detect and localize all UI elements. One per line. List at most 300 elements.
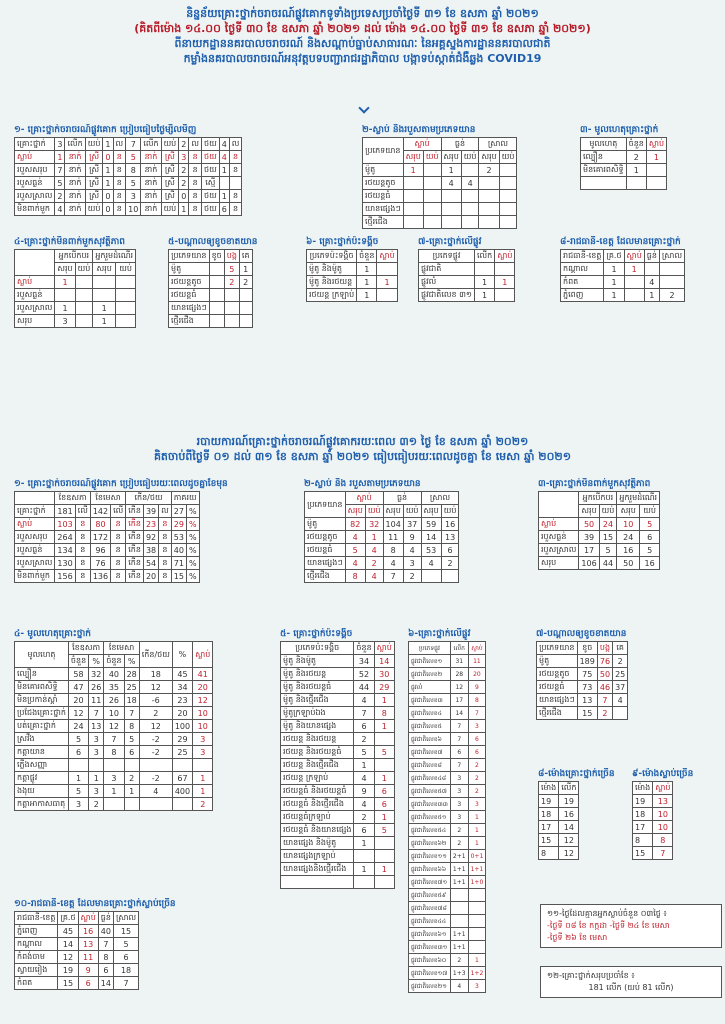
table-cell: 4 (441, 177, 461, 190)
table-cell (75, 302, 93, 315)
table-cell: 4 (365, 570, 383, 583)
table-cell: ល (159, 505, 172, 518)
table-cell (624, 289, 644, 302)
table-cell: 16 (441, 518, 459, 531)
table-cell: 20 (68, 694, 88, 707)
table-cell: កើន (126, 570, 144, 583)
row-label: ផ្លូវជាតិលេខ៥ (409, 720, 451, 733)
table-cell: 47 (68, 681, 88, 694)
table-cell: 7 (113, 977, 138, 990)
table-cell (423, 203, 441, 216)
table-cell (423, 216, 441, 229)
col-subheader: សរុប (479, 151, 499, 164)
row-label: 8 (539, 847, 559, 860)
table-cell: 1 (626, 164, 646, 177)
table-cell: 4 (644, 276, 659, 289)
table-cell (468, 941, 486, 954)
col-header: ខូច (209, 250, 224, 263)
col-header: គ្រ.ថ (58, 912, 78, 925)
table-cell: 2 (659, 289, 684, 302)
monthly-no-helmet-table (538, 491, 660, 570)
col-header: អ្នកបើកបរ (55, 250, 93, 263)
col-subheader: យប់ (599, 505, 617, 518)
table-row (537, 668, 628, 681)
table-cell (374, 837, 394, 850)
table-row (409, 850, 486, 863)
table-row (581, 177, 667, 190)
table-cell (479, 203, 499, 216)
table-row (419, 289, 515, 302)
table-row (561, 289, 685, 302)
table-cell: 20 (468, 668, 486, 681)
table-cell: 18 (139, 668, 172, 681)
header-line-4: កម្លាំងនគរបាលចរាចរណ៍អនុវត្តបទបញ្ជារាជរដ្ឋាភិបាល បង្កាទប់ស្កាត់ជំងឺឆ្លង COVID19 (183, 52, 542, 65)
col-subheader: សរុប (579, 505, 599, 518)
table-row (281, 772, 395, 785)
table-cell: 10 (617, 518, 640, 531)
table-cell: 16 (78, 925, 98, 938)
table-cell: 6 (124, 746, 139, 759)
row-label: របួសស្រាល (15, 557, 55, 570)
col-header: ប្រភេទផ្លូវ (409, 642, 451, 655)
daily-no-helmet-table (14, 249, 136, 328)
table-cell: ន (111, 544, 126, 557)
section-monthly-collisions (280, 628, 395, 889)
table-cell: 24 (68, 720, 88, 733)
table-cell: ស្រី (161, 190, 179, 203)
section-title: ៧-បណ្តាលឲ្យខូចខាតយាន (536, 629, 627, 639)
table-cell (626, 177, 646, 190)
table-row (15, 785, 213, 798)
table-cell (374, 850, 394, 863)
table-row (15, 505, 200, 518)
table-cell: 3 (193, 746, 213, 759)
col-subheader: យប់ (423, 151, 441, 164)
table-row (409, 681, 486, 694)
table-cell: 23 (143, 518, 158, 531)
header-line-3: ពីនាយកដ្ឋាននគរបាលចរាចរណ៍ និងសណ្តាប់ធ្នាប់សាធារណៈ នៃអគ្គស្នងការដ្ឋាននគរបាលជាតិ (174, 37, 551, 50)
table-cell (89, 759, 104, 772)
table-cell: 71 (171, 557, 186, 570)
table-cell: 5 (354, 746, 374, 759)
table-row (633, 821, 673, 834)
table-cell: 0 (103, 190, 113, 203)
table-cell (209, 315, 224, 328)
row-label: ម៉ូតូ និងរថយន្តធំ (281, 681, 354, 694)
table-cell: 11 (468, 655, 486, 668)
col-header: ធ្ងន់ (644, 250, 659, 263)
table-cell: 5 (224, 263, 239, 276)
table-cell: 6 (468, 733, 486, 746)
table-cell: នាក់ (141, 203, 161, 216)
table-cell: 1 (219, 164, 229, 177)
table-cell: 2 (354, 811, 374, 824)
col-header: % (172, 642, 192, 668)
table-row (537, 707, 628, 720)
table-row (539, 557, 660, 570)
table-row (539, 808, 579, 821)
row-label: ម៉ូតូ (363, 164, 404, 177)
table-cell: 28 (450, 668, 468, 681)
table-cell: ន (111, 518, 126, 531)
table-cell: 2 (193, 798, 213, 811)
table-row (281, 707, 395, 720)
table-cell: 1 (365, 531, 383, 544)
table-cell: 4 (450, 980, 468, 993)
table-cell: ថយ (201, 151, 219, 164)
col-subheader: សរុប (441, 151, 461, 164)
row-label: ស្លាប់ (539, 518, 579, 531)
section-daily-accidents (14, 124, 242, 216)
table-cell: 1 (354, 759, 374, 772)
row-label: កំពត (561, 276, 604, 289)
table-cell: ស្រី (85, 190, 103, 203)
table-row (419, 276, 515, 289)
row-label: ងងុយ (15, 785, 69, 798)
table-row (409, 720, 486, 733)
col-header: កើន/ថយ (139, 642, 172, 668)
table-cell: ន (159, 518, 172, 531)
table-cell: 1 (193, 785, 213, 798)
peak-death-hours-table (632, 781, 673, 860)
table-row (409, 759, 486, 772)
monthly-total-note (540, 966, 722, 998)
table-cell: 3 (403, 557, 421, 570)
table-cell: ន (113, 203, 126, 216)
table-cell: 67 (172, 772, 192, 785)
section-title: ៤- មូលហេតុគ្រោះថ្នាក់ (14, 629, 92, 639)
table-cell (209, 302, 224, 315)
table-cell: 16 (559, 808, 579, 821)
col-subheader: សរុប (617, 505, 640, 518)
table-row (15, 531, 200, 544)
table-cell (468, 902, 486, 915)
table-cell (499, 177, 517, 190)
row-label: រថយន្តធំ (305, 544, 346, 557)
table-cell: 2 (179, 164, 189, 177)
table-cell: 10 (104, 707, 124, 720)
row-label: ស្រវឹង (15, 733, 69, 746)
table-row (15, 190, 242, 203)
header-divider-icon (358, 102, 369, 113)
table-cell: -6 (139, 694, 172, 707)
row-label: រថយន្តតូច (537, 668, 578, 681)
table-cell: 3 (68, 798, 88, 811)
row-label: ផ្លូវជាតិលេខ៦៦ (409, 863, 451, 876)
table-cell: ថយ (201, 190, 219, 203)
table-row (419, 263, 515, 276)
table-cell (441, 216, 461, 229)
table-cell: 8 (345, 570, 365, 583)
table-cell (479, 190, 499, 203)
table-cell: 7 (383, 570, 403, 583)
table-cell: 20 (172, 707, 192, 720)
table-row (307, 289, 398, 302)
table-row (169, 315, 253, 328)
table-cell: 2 (179, 138, 189, 151)
table-cell: ល (113, 138, 126, 151)
col-header: ស្លាប់ (374, 642, 394, 655)
table-cell: 24 (617, 531, 640, 544)
col-header: មូលហេតុ (15, 642, 69, 668)
table-cell: 0 (103, 151, 113, 164)
table-cell: 14 (450, 707, 468, 720)
col-header: ស្លាប់ (653, 782, 673, 795)
table-row (15, 315, 136, 328)
table-cell: 12 (559, 834, 579, 847)
table-cell (116, 302, 136, 315)
col-header: គេ (239, 250, 252, 263)
table-cell: 8 (104, 746, 124, 759)
table-cell: 1 (93, 315, 116, 328)
monthly-collisions-table (280, 641, 395, 889)
col-subheader: យប់ (461, 151, 479, 164)
row-label: 17 (539, 821, 559, 834)
table-cell: 26 (89, 681, 104, 694)
col-header: លើក (559, 782, 579, 795)
table-cell: 26 (104, 694, 124, 707)
monthly-comparison-table (14, 491, 200, 583)
table-row (15, 681, 213, 694)
table-cell: 9 (78, 964, 98, 977)
table-cell: 1 (495, 276, 515, 289)
table-row (305, 557, 459, 570)
table-cell (139, 798, 172, 811)
table-cell: 1 (357, 276, 377, 289)
table-row (581, 164, 667, 177)
table-cell: 3 (450, 785, 468, 798)
table-cell: នាក់ (141, 164, 161, 177)
table-cell (450, 915, 468, 928)
table-cell: 1+1 (450, 876, 468, 889)
table-cell: 5 (599, 544, 617, 557)
table-cell: 3 (468, 980, 486, 993)
table-cell: 1 (646, 151, 666, 164)
table-cell (139, 759, 172, 772)
table-cell: 25 (613, 668, 628, 681)
table-cell: ន (75, 518, 90, 531)
row-label (281, 876, 354, 889)
table-cell: 73 (577, 681, 597, 694)
table-cell: 2 (597, 707, 612, 720)
table-cell: 41 (193, 668, 213, 681)
table-cell: 7 (450, 733, 468, 746)
col-header: ស្លាប់ (377, 250, 397, 263)
table-cell: លើ (75, 505, 90, 518)
table-cell: 2 (468, 772, 486, 785)
table-cell: 10 (653, 808, 673, 821)
section-daily-causes (580, 124, 667, 190)
row-label: 18 (539, 808, 559, 821)
table-cell (479, 177, 499, 190)
section-title: ១- គ្រោះថ្នាក់ចរាចរណ៍ផ្លូវគោក ប្រៀបធៀបថ្ងៃម្សិលមិញ (14, 125, 197, 135)
table-cell: 23 (172, 694, 192, 707)
table-cell: 8 (124, 720, 139, 733)
table-cell: 2+1 (450, 850, 468, 863)
col-header: ស្រាល (421, 492, 459, 505)
section-title: ២-ស្លាប់ និង របួសតាមប្រភេទយាន (304, 479, 421, 489)
table-row (281, 655, 395, 668)
table-row (539, 531, 660, 544)
row-label: រថយន្ត ក្រឡាប់ (281, 772, 354, 785)
table-row (409, 694, 486, 707)
table-cell: 14 (374, 655, 394, 668)
table-cell: % (187, 505, 200, 518)
table-row (537, 681, 628, 694)
col-header: ខូច (577, 642, 597, 655)
daily-causes-table (580, 137, 667, 190)
table-cell: 17 (450, 694, 468, 707)
no-death-days-title: ១១-ថ្ងៃដែលគ្មានអ្នកស្លាប់ចំនួន ០៣ថ្ងៃ ៖ (547, 909, 667, 918)
row-label: ផ្លូវជាតិលេខ៧៨ (409, 902, 451, 915)
monthly-header (0, 434, 725, 464)
table-cell: 1 (474, 289, 494, 302)
col-subheader: ចំនួន (104, 655, 124, 668)
table-cell (423, 164, 441, 177)
table-cell: 1 (103, 164, 113, 177)
table-row (409, 746, 486, 759)
table-row (169, 302, 253, 315)
table-cell (239, 315, 252, 328)
table-cell: 3 (89, 746, 104, 759)
row-label: ផ្លូវជាតិលេខ៣ (409, 694, 451, 707)
section-title: ៧-គ្រោះថ្នាក់លើផ្លូវ (418, 237, 482, 247)
table-cell: 6 (374, 785, 394, 798)
table-cell (377, 263, 397, 276)
table-row (281, 746, 395, 759)
table-cell: 8 (126, 164, 141, 177)
table-cell: 6 (374, 798, 394, 811)
daily-roads-table (418, 249, 515, 302)
table-cell (441, 203, 461, 216)
table-row (15, 938, 139, 951)
table-cell: 29 (171, 518, 186, 531)
table-cell: 1 (103, 138, 113, 151)
table-cell: ស្រី (161, 151, 179, 164)
row-label: កត្តាអាកាសធាតុ (15, 798, 69, 811)
table-row (281, 850, 395, 863)
section-title: ៣- មូលហេតុគ្រោះថ្នាក់ (580, 125, 659, 135)
row-label: របួសសរុប (15, 531, 55, 544)
table-cell (75, 315, 93, 328)
table-cell (219, 177, 229, 190)
table-cell: 10 (193, 707, 213, 720)
col-subheader: យប់ (403, 505, 421, 518)
table-cell: នាក់ (141, 177, 161, 190)
table-cell: 1 (89, 772, 104, 785)
col-header: ភាគរយ (171, 492, 199, 505)
table-cell: យប់ (85, 203, 103, 216)
table-cell: 4 (354, 694, 374, 707)
col-header: ស្លាប់ (345, 492, 383, 505)
table-cell (461, 164, 479, 177)
no-death-days-note (540, 904, 722, 948)
table-cell: 14 (58, 938, 78, 951)
table-cell: 0 (179, 190, 189, 203)
table-cell: 82 (345, 518, 365, 531)
row-label: បត់គ្រោះថ្នាក់ (15, 720, 69, 733)
table-cell: 3 (468, 720, 486, 733)
row-label: រថយន្តតូច (169, 276, 210, 289)
table-cell: 6 (468, 746, 486, 759)
table-row (307, 276, 398, 289)
table-cell: 40 (171, 544, 186, 557)
table-row (281, 694, 395, 707)
row-label: រថយន្តធំក្រឡាប់ (281, 811, 354, 824)
section-daily-roads (418, 236, 515, 302)
table-row (169, 276, 253, 289)
monthly-vehicle-damage-table (536, 641, 628, 720)
table-row (281, 785, 395, 798)
table-cell: 100 (172, 720, 192, 733)
table-cell (172, 759, 192, 772)
row-label: យានផ្សេងៗ (537, 694, 578, 707)
table-cell: នាក់ (65, 164, 85, 177)
col-subheader: % (89, 655, 104, 668)
table-cell: 6 (450, 746, 468, 759)
table-cell: 1+1 (450, 941, 468, 954)
row-label: មិនពាក់មួក (15, 570, 55, 583)
table-cell: 2 (354, 733, 374, 746)
table-cell: 1 (103, 177, 113, 190)
section-title: ៥-បណ្តាលឲ្យខូចខាតយាន (168, 237, 258, 247)
table-row (15, 977, 139, 990)
table-row (281, 733, 395, 746)
col-header: ស្លាប់ (403, 138, 441, 151)
table-row (281, 720, 395, 733)
table-row (539, 847, 579, 860)
row-label: យានផ្សេង និងម៉ូតូ (281, 837, 354, 850)
row-label: កណ្តាល (15, 938, 58, 951)
row-label: រថយន្តតូច (305, 531, 346, 544)
row-label: របួសស្រាល (15, 302, 55, 315)
section-top-provinces (14, 898, 176, 990)
table-cell: 12 (139, 720, 172, 733)
daily-provinces-table (560, 249, 685, 302)
table-cell (450, 889, 468, 902)
table-cell (403, 190, 423, 203)
table-cell: 12 (139, 681, 172, 694)
row-label: ផ្លូវជាតិលេខ៥៩ (409, 889, 451, 902)
table-cell: 2 (89, 798, 104, 811)
table-cell: 7 (597, 694, 612, 707)
report-header (0, 6, 725, 66)
table-cell: 15 (577, 707, 597, 720)
table-cell: ន (113, 177, 126, 190)
table-row (409, 798, 486, 811)
table-cell: 10 (126, 203, 141, 216)
table-cell: 142 (90, 505, 110, 518)
row-label: ម៉ូតូ និងថ្មើរជើង (281, 694, 354, 707)
table-cell: ស្រី (85, 164, 103, 177)
table-cell: -2 (139, 733, 172, 746)
table-cell: % (187, 557, 200, 570)
row-label: រថយន្ត និងថ្មើរជើង (281, 759, 354, 772)
row-label: 19 (633, 795, 653, 808)
table-cell: 96 (90, 544, 110, 557)
table-row (281, 798, 395, 811)
table-cell (423, 177, 441, 190)
row-label: ម៉ូតូ (169, 263, 210, 276)
table-cell: 10 (653, 821, 673, 834)
table-cell (239, 302, 252, 315)
row-label: កត្តាផ្លូវ (15, 772, 69, 785)
col-header: ចំនួន (626, 138, 646, 151)
table-cell: 1+0 (468, 876, 486, 889)
table-row (539, 795, 579, 808)
section-title: ១០-រាជធានី-ខេត្ត ដែលមានគ្រោះថ្នាក់ស្លាប់ច្រើន (14, 899, 176, 909)
row-label: របួសស្រាល (539, 544, 579, 557)
